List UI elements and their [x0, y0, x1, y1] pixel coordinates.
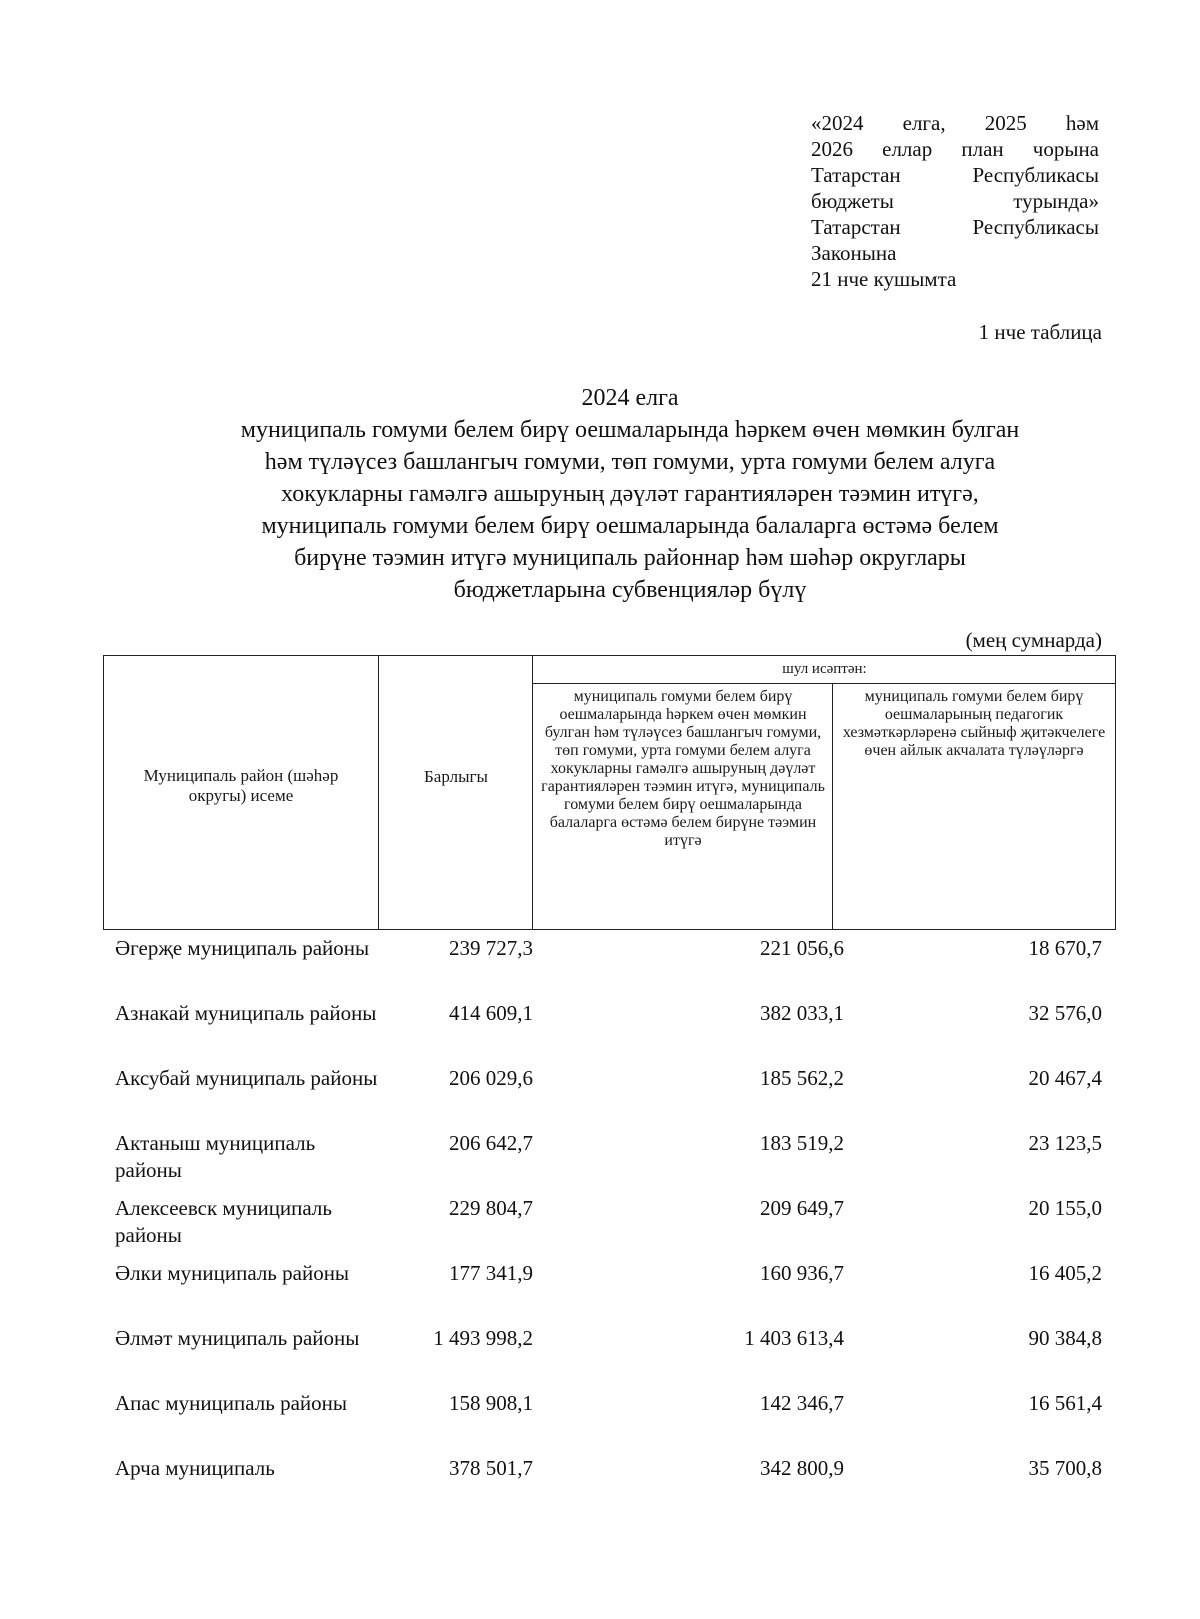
row-payments: 23 123,5: [1028, 1131, 1102, 1155]
row-name: Апас муниципаль районы: [115, 1391, 347, 1415]
appendix-line: «2024 елга, 2025 һәм: [811, 111, 1099, 135]
appendix-line: Законына: [811, 241, 897, 265]
table-row: [0, 1260, 1200, 1325]
row-guarantee: 160 936,7: [760, 1261, 844, 1285]
header-payments: муниципаль гомуми белем бирү оешмаларының педагогик хезмәткәрләренә сыйныф җитәкчелеге өчен айлык акчалата түләүләргә: [842, 688, 1106, 759]
row-guarantee: 183 519,2: [760, 1131, 844, 1155]
table-header: [103, 655, 1116, 930]
row-name: Әлмәт муниципаль районы: [115, 1326, 360, 1350]
row-name: Аксубай муниципаль районы: [115, 1066, 378, 1090]
table-row: [0, 1325, 1200, 1390]
appendix-line: Татарстан Республикасы: [811, 163, 1099, 187]
row-total: 158 908,1: [449, 1391, 533, 1415]
row-total: 239 727,3: [449, 936, 533, 960]
table-row: [0, 1065, 1200, 1130]
appendix-line: 21 нче кушымта: [811, 267, 957, 291]
row-payments: 16 561,4: [1028, 1391, 1102, 1415]
row-guarantee: 209 649,7: [760, 1196, 844, 1220]
title-line: муниципаль гомуми белем бирү оешмаларында һәркем өчен мөмкин булган: [240, 417, 1020, 443]
row-total: 1 493 998,2: [433, 1326, 533, 1350]
row-total: 177 341,9: [449, 1261, 533, 1285]
row-payments: 32 576,0: [1028, 1001, 1102, 1025]
row-total: 206 029,6: [449, 1066, 533, 1090]
row-guarantee: 342 800,9: [760, 1456, 844, 1480]
row-name: Әлки муниципаль районы: [115, 1261, 350, 1285]
row-total: 206 642,7: [449, 1131, 533, 1155]
row-total: 378 501,7: [449, 1456, 533, 1480]
header-name: Муниципаль район (шәһәр округы) исеме: [143, 766, 339, 805]
table-number-label: 1 нче таблица: [978, 320, 1102, 344]
title-line: хокукларны гамәлгә ашыруның дәүләт гарантияләрен тәэмин итүгә,: [281, 481, 979, 507]
appendix-reference: [811, 110, 1099, 292]
row-name: Әгерҗе муниципаль районы: [115, 936, 370, 960]
row-guarantee: 142 346,7: [760, 1391, 844, 1415]
row-name: Актаныш муниципаль районы: [115, 1131, 316, 1182]
title-line: бирүне тәэмин итүгә муниципаль районнар һәм шәһәр округлары: [294, 545, 966, 571]
row-total: 229 804,7: [449, 1196, 533, 1220]
table-row: [0, 1195, 1200, 1260]
table-body: [0, 935, 1200, 1520]
row-guarantee: 221 056,6: [760, 936, 844, 960]
title-line: муниципаль гомуми белем бирү оешмаларында балаларга өстәмә белем: [261, 513, 999, 539]
row-name: Алексеевск муниципаль районы: [115, 1196, 332, 1247]
header-including: шул исәптән:: [782, 661, 867, 677]
table-row: [0, 1455, 1200, 1520]
row-total: 414 609,1: [449, 1001, 533, 1025]
appendix-line: 2026 еллар план чорына: [811, 137, 1099, 161]
row-guarantee: 382 033,1: [760, 1001, 844, 1025]
row-payments: 90 384,8: [1028, 1326, 1102, 1350]
row-payments: 18 670,7: [1028, 936, 1102, 960]
header-total: Барлыгы: [424, 767, 488, 786]
table-row: [0, 935, 1200, 1000]
table-row: [0, 1130, 1200, 1195]
appendix-line: бюджеты турында»: [811, 189, 1099, 213]
header-divider: [378, 656, 379, 929]
table-row: [0, 1000, 1200, 1065]
row-payments: 20 467,4: [1028, 1066, 1102, 1090]
document-title: [140, 382, 1120, 606]
row-name: Азнакай муниципаль районы: [115, 1001, 377, 1025]
row-payments: 20 155,0: [1028, 1196, 1102, 1220]
header-guarantee: муниципаль гомуми белем бирү оешмаларында һәркем өчен мөмкин булган һәм түләүсез башлангыч гомуми, төп гомуми, урта гомуми белем алуга хокукларны гамәлгә ашыруның дәүләт гарантияләрен тәэмин итүгә, муниципаль гомуми белем бирү оешмаларында балаларга өстәмә белем бирүне тәэмин итүгә: [541, 688, 825, 849]
header-divider: [832, 683, 833, 929]
title-line: һәм түләүсез башлангыч гомуми, төп гомуми, урта гомуми белем алуга: [264, 449, 996, 475]
title-line: бюджетларына субвенцияләр бүлү: [453, 577, 807, 603]
row-name: Арча муниципаль: [115, 1456, 275, 1480]
row-payments: 35 700,8: [1028, 1456, 1102, 1480]
title-line: 2024 елга: [581, 385, 679, 411]
header-divider: [532, 683, 1115, 684]
row-guarantee: 185 562,2: [760, 1066, 844, 1090]
header-divider: [532, 656, 533, 929]
units-note: (мең сумнарда): [965, 628, 1102, 652]
row-guarantee: 1 403 613,4: [744, 1326, 844, 1350]
appendix-line: Татарстан Республикасы: [811, 215, 1099, 239]
table-row: [0, 1390, 1200, 1455]
row-payments: 16 405,2: [1028, 1261, 1102, 1285]
